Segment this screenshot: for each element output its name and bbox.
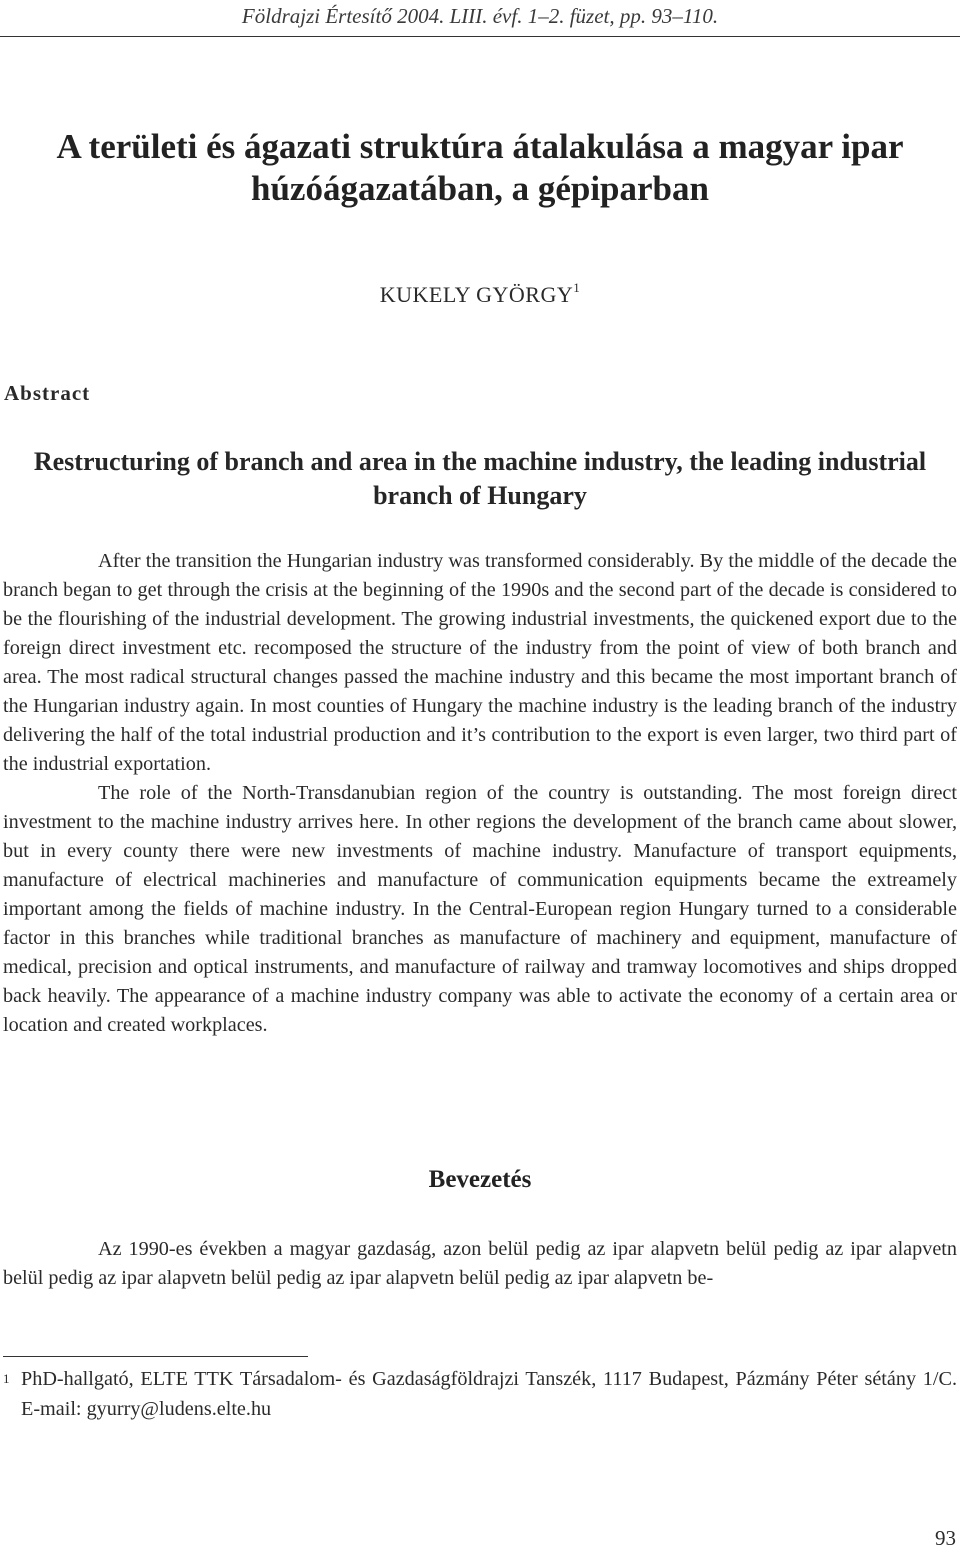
abstract-heading: Abstract [4,381,91,405]
footnote-mark: 1 [3,1371,10,1386]
author-name: KUKELY GYÖRGY [379,282,574,307]
introduction-body [3,1235,957,1293]
footnote [3,1364,957,1424]
footnote-text: PhD-hallgató, ELTE TTK Társadalom- és Gazdaságföldrajzi Tanszék, 1117 Budapest, Pázmány Péter sétány 1/C. E-mail: gyurry@ludens.elte.hu [21,1368,957,1420]
abstract-paragraph: The role of the North-Transdanubian region of the country is outstanding. The most foreign direct investment to the machine industry arrives here. In other regions the development of the branch came about slower, but in every county there were new investments of machine industry. Manufacture of transport equipments, manufacture of electrical machineries and manufacture of communication equipments became the extreamely important among the fields of machine industry. In the Central-European region Hungary turned to a considerable factor in this branches while traditional branches as manufacture of machinery and equipment, manufacture of medical, precision and optical instruments, and manufacture of railway and tramway locomotives and ships dropped back heavily. The appearance of a machine industry company was able to activate the economy of a certain area or location and created workplaces. [3,782,957,1036]
introduction-paragraph: Az 1990-es években a magyar gazdaság, azon belül pedig az ipar alapvetn belül pedig az ipar alapvetn belül pedig az ipar alapvetn belül pedig az ipar alapvetn belül pedig az ipar alapvetn be- [3,1238,957,1289]
author [0,280,960,308]
abstract-paragraph: After the transition the Hungarian industry was transformed considerably. By the middle of the decade the branch began to get through the crisis at the beginning of the 1990s and the second part of the decade is considered to be the flourishing of the industrial development. The growing industrial investments, the quickened export due to the foreign direct investment etc. recomposed the structure of the industry from the point of view of both branch and area. The most radical structural changes passed the machine industry and this became the most important branch of the Hungarian industry again. In most counties of Hungary the machine industry is the leading branch of the industry delivering the half of the total industrial production and it’s contribution to the export is even larger, two third part of the industrial exportation. [3,550,957,775]
page-number: 93 [935,1526,956,1550]
title-line-1: A területi és ágazati struktúra átalakulása a magyar ipar [56,127,904,166]
title-line-2: húzóágazatában, a gépiparban [251,169,709,208]
journal-header: Földrajzi Értesítő 2004. LIII. évf. 1–2. füzet, pp. 93–110. [241,4,719,28]
footnote-rule [3,1356,308,1357]
article-title [0,126,960,210]
section-heading-introduction: Bevezetés [428,1166,532,1193]
author-footnote-mark: 1 [573,280,581,295]
abstract-body [3,547,957,1040]
header-rule [0,36,960,37]
abstract-title: Restructuring of branch and area in the machine industry, the leading industrial branch of Hungary [33,447,927,510]
